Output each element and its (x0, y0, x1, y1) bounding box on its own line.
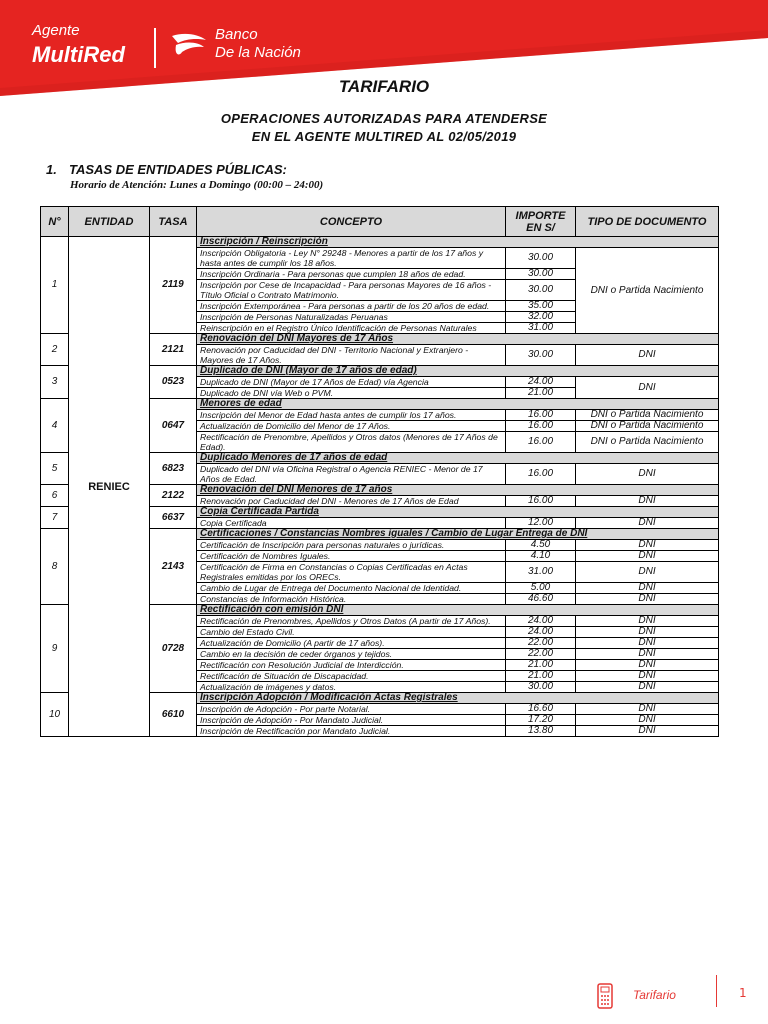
group-header-row (41, 237, 719, 248)
section-number: 1. (46, 162, 57, 177)
importe-cell: 30.00 (506, 345, 576, 366)
concepto-cell: Inscripción de Personas Naturalizadas Peruanas (197, 312, 506, 323)
document-type-cell: DNI (576, 726, 719, 737)
bank-name-line1: Banco (215, 26, 258, 43)
concepto-cell: Inscripción de Adopción - Por parte Notarial. (197, 704, 506, 715)
tasa-code: 2119 (150, 237, 197, 334)
group-title: Inscripción / Reinscripción (197, 237, 719, 248)
fee-table (40, 206, 719, 737)
importe-cell: 21.00 (506, 671, 576, 682)
group-title: Renovación del DNI Menores de 17 años (197, 485, 719, 496)
concepto-cell: Duplicado del DNI vía Oficina Registral o Agencia RENIEC - Menor de 17 Años de Edad. (197, 464, 506, 485)
concepto-cell: Inscripción del Menor de Edad hasta antes de cumplir los 17 años. (197, 410, 506, 421)
document-type-cell: DNI (576, 583, 719, 594)
document-type-cell: DNI (576, 649, 719, 660)
group-title: Duplicado de DNI (Mayor de 17 años de edad) (197, 366, 719, 377)
concepto-cell: Cambio en la decisión de ceder órganos y tejidos. (197, 649, 506, 660)
document-type-cell: DNI (576, 671, 719, 682)
row-number: 1 (41, 237, 69, 334)
concepto-cell: Rectificación de Prenombres, Apellidos y Otros Datos (A partir de 17 Años). (197, 616, 506, 627)
group-title: Rectificación con emisión DNI (197, 605, 719, 616)
brand-agente: Agente (32, 22, 80, 39)
concepto-cell: Inscripción de Rectificación por Mandato Judicial. (197, 726, 506, 737)
importe-cell: 16.00 (506, 410, 576, 421)
tasa-code: 0728 (150, 605, 197, 693)
entity-name: RENIEC (69, 237, 150, 737)
importe-cell: 5.00 (506, 583, 576, 594)
page-number: 1 (739, 986, 747, 1000)
importe-cell: 30.00 (506, 280, 576, 301)
document-type-cell: DNI (576, 496, 719, 507)
concepto-cell: Actualización de imágenes y datos. (197, 682, 506, 693)
document-type-cell: DNI (576, 715, 719, 726)
concepto-cell: Cambio de Lugar de Entrega del Documento Nacional de Identidad. (197, 583, 506, 594)
document-type-cell: DNI (576, 562, 719, 583)
importe-cell: 24.00 (506, 377, 576, 388)
tasa-code: 2143 (150, 529, 197, 605)
row-number: 7 (41, 507, 69, 529)
concepto-cell: Rectificación de Prenombre, Apellidos y Otros datos (Menores de 17 Años de Edad). (197, 432, 506, 453)
concepto-cell: Actualización de Domicilio (A partir de 17 años). (197, 638, 506, 649)
subtitle-line2: EN EL AGENTE MULTIRED AL 02/05/2019 (251, 129, 517, 144)
brand-divider (154, 28, 156, 68)
tasa-code: 6610 (150, 693, 197, 737)
concepto-cell: Inscripción Ordinaria - Para personas que cumplen 18 años de edad. (197, 269, 506, 280)
document-type-cell: DNI (576, 540, 719, 551)
concepto-cell: Constancias de Información Histórica. (197, 594, 506, 605)
row-number: 6 (41, 485, 69, 507)
importe-cell: 17.20 (506, 715, 576, 726)
importe-cell: 22.00 (506, 638, 576, 649)
tasa-code: 6637 (150, 507, 197, 529)
banco-nacion-logo-icon (170, 32, 208, 58)
importe-cell: 30.00 (506, 682, 576, 693)
importe-cell: 30.00 (506, 269, 576, 280)
col-header-entidad: ENTIDAD (69, 207, 150, 237)
importe-cell: 46.60 (506, 594, 576, 605)
importe-cell: 24.00 (506, 627, 576, 638)
concepto-cell: Renovación por Caducidad del DNI - Territorio Nacional y Extranjero - Mayores de 17 Años. (197, 345, 506, 366)
group-title: Duplicado Menores de 17 años de edad (197, 453, 719, 464)
importe-cell: 12.00 (506, 518, 576, 529)
col-header-concepto: CONCEPTO (197, 207, 506, 237)
document-type-cell: DNI (576, 627, 719, 638)
importe-cell: 16.00 (506, 496, 576, 507)
importe-cell: 21.00 (506, 660, 576, 671)
document-type-cell: DNI o Partida Nacimiento (576, 248, 719, 334)
concepto-cell: Certificación de Inscripción para personas naturales o jurídicas. (197, 540, 506, 551)
section-title: TASAS DE ENTIDADES PÚBLICAS: (69, 162, 287, 177)
concepto-cell: Certificación de Firma en Constancias o Copias Certificadas en Actas Registrales emitidas por los ORECs. (197, 562, 506, 583)
group-title: Menores de edad (197, 399, 719, 410)
importe-cell: 30.00 (506, 248, 576, 269)
row-number: 10 (41, 693, 69, 737)
document-type-cell: DNI o Partida Nacimiento (576, 410, 719, 421)
concepto-cell: Renovación por Caducidad del DNI - Menores de 17 Años de Edad (197, 496, 506, 507)
concepto-cell: Rectificación de Situación de Discapacidad. (197, 671, 506, 682)
table-header-row (41, 207, 719, 237)
row-number: 9 (41, 605, 69, 693)
col-header-tasa: TASA (150, 207, 197, 237)
tasa-code: 0647 (150, 399, 197, 453)
row-number: 8 (41, 529, 69, 605)
importe-cell: 4.10 (506, 551, 576, 562)
document-type-cell: DNI (576, 345, 719, 366)
importe-cell: 35.00 (506, 301, 576, 312)
page-title: TARIFARIO (338, 77, 430, 96)
pos-terminal-icon (595, 983, 615, 1009)
concepto-cell: Certificación de Nombres Iguales. (197, 551, 506, 562)
concepto-cell: Inscripción de Adopción - Por Mandato Judicial. (197, 715, 506, 726)
importe-cell: 22.00 (506, 649, 576, 660)
importe-cell: 24.00 (506, 616, 576, 627)
concepto-cell: Inscripción Extemporánea - Para personas a partir de los 20 años de edad. (197, 301, 506, 312)
importe-cell: 16.60 (506, 704, 576, 715)
footer-label: Tarifario (633, 988, 676, 1002)
document-type-cell: DNI (576, 594, 719, 605)
concepto-cell: Inscripción por Cese de Incapacidad - Para personas Mayores de 16 años - Título Oficial o Contrato Matrimonio. (197, 280, 506, 301)
importe-cell: 32.00 (506, 312, 576, 323)
document-type-cell: DNI (576, 616, 719, 627)
importe-cell: 31.00 (506, 562, 576, 583)
importe-cell: 16.00 (506, 432, 576, 453)
importe-cell: 13.80 (506, 726, 576, 737)
document-type-cell: DNI (576, 518, 719, 529)
row-number: 2 (41, 334, 69, 366)
subtitle-line1: OPERACIONES AUTORIZADAS PARA ATENDERSE (220, 111, 548, 126)
concepto-cell: Cambio del Estado Civil. (197, 627, 506, 638)
bank-name-line2: De la Nación (215, 44, 301, 61)
concepto-cell: Copia Certificada (197, 518, 506, 529)
document-type-cell: DNI (576, 660, 719, 671)
concepto-cell: Inscripción Obligatoria - Ley N° 29248 - Menores a partir de los 17 años y hasta antes de cumplir los 18 años. (197, 248, 506, 269)
document-type-cell: DNI o Partida Nacimiento (576, 432, 719, 453)
document-type-cell: DNI (576, 704, 719, 715)
concepto-cell: Actualización de Domicilio del Menor de 17 Años. (197, 421, 506, 432)
tasa-code: 6823 (150, 453, 197, 485)
concepto-cell: Rectificación con Resolución Judicial de Interdicción. (197, 660, 506, 671)
tasa-code: 2121 (150, 334, 197, 366)
col-header-importe: IMPORTE EN S/ (506, 207, 576, 237)
col-header-n: N° (41, 207, 69, 237)
footer-divider (716, 975, 717, 1007)
concepto-cell: Duplicado de DNI (Mayor de 17 Años de Edad) vía Agencia (197, 377, 506, 388)
importe-cell: 4.50 (506, 540, 576, 551)
importe-cell: 31.00 (506, 323, 576, 334)
concepto-cell: Reinscripción en el Registro Único Identificación de Personas Naturales (197, 323, 506, 334)
document-type-cell: DNI (576, 682, 719, 693)
concepto-cell: Duplicado de DNI vía Web o PVM. (197, 388, 506, 399)
service-hours: Horario de Atención: Lunes a Domingo (00:00 – 24:00) (70, 179, 324, 191)
brand-multired: MultiRed (32, 42, 125, 67)
fee-table-body (41, 237, 719, 737)
document-type-cell: DNI (576, 551, 719, 562)
section-heading (46, 162, 287, 177)
group-title: Certificaciones / Constancias Nombres iguales / Cambio de Lugar Entrega de DNI (197, 529, 719, 540)
group-title: Copia Certificada Partida (197, 507, 719, 518)
importe-cell: 16.00 (506, 464, 576, 485)
col-header-tipo-documento: TIPO DE DOCUMENTO (576, 207, 719, 237)
tasa-code: 0523 (150, 366, 197, 399)
importe-cell: 16.00 (506, 421, 576, 432)
row-number: 5 (41, 453, 69, 485)
tasa-code: 2122 (150, 485, 197, 507)
row-number: 4 (41, 399, 69, 453)
row-number: 3 (41, 366, 69, 399)
document-type-cell: DNI o Partida Nacimiento (576, 421, 719, 432)
group-title: Renovación del DNI Mayores de 17 Años (197, 334, 719, 345)
importe-cell: 21.00 (506, 388, 576, 399)
document-type-cell: DNI (576, 638, 719, 649)
document-type-cell: DNI (576, 464, 719, 485)
group-title: Inscripción Adopción / Modificación Actas Registrales (197, 693, 719, 704)
document-type-cell: DNI (576, 377, 719, 399)
